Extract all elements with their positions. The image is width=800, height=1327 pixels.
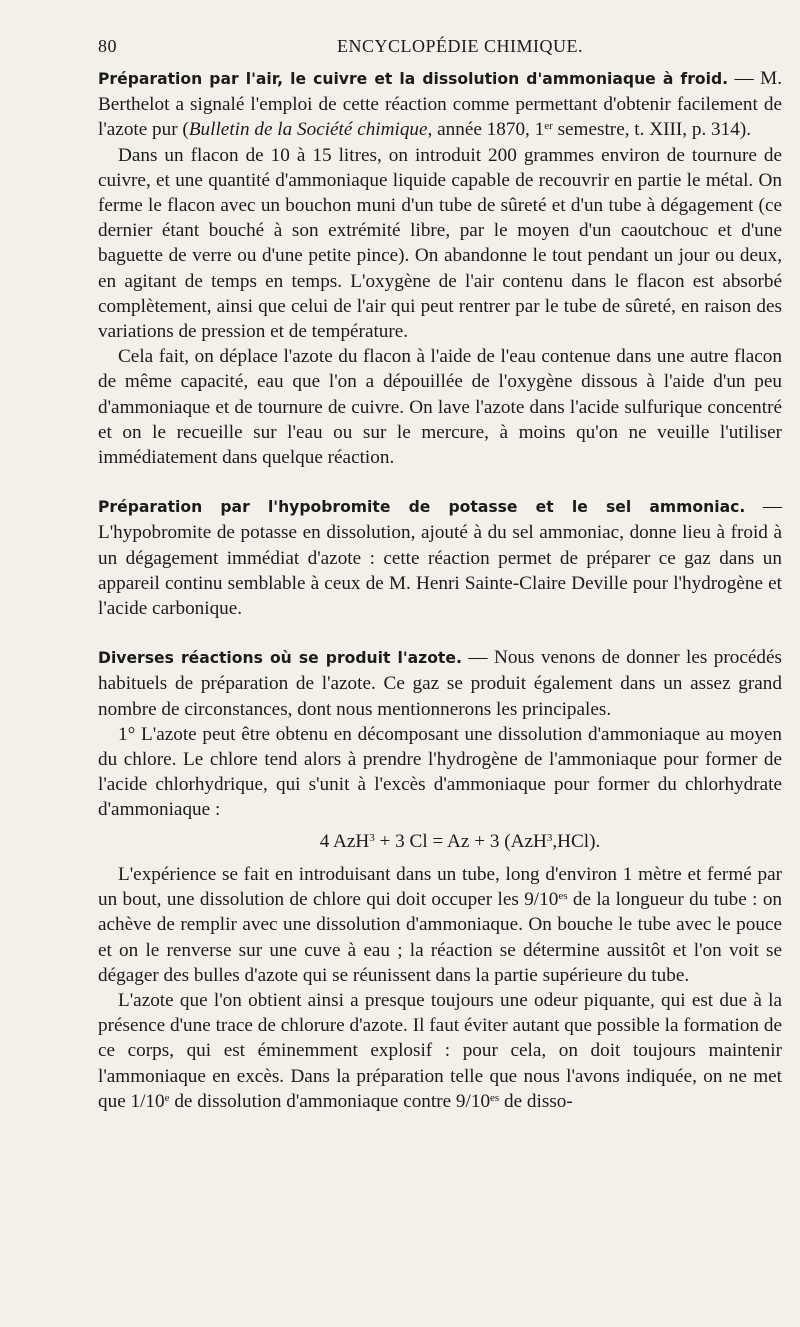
running-head <box>98 36 782 66</box>
equation-part: ,HCl). <box>552 830 601 852</box>
running-title: ENCYCLOPÉDIE CHIMIQUE. <box>337 36 583 56</box>
chemical-equation <box>98 829 782 854</box>
text-run: L'azote que l'on obtient ainsi a presque toujours une odeur piquante, qui est due à la présence d'une trace de chlorure d'azote. Il faut éviter autant que possible la formation de ce corps, qui est éminemment explosif : pour cela, on doit toujours maintenir l'ammoniaque en excès. Dans la préparation telle que nous l'avons indiquée, on ne met que 1/10 <box>98 989 782 1112</box>
text-run: L'expérience se fait en introduisant dans un tube, long d'environ 1 mètre et fermé par un bout, une dissolution de chlore qui doit occuper les 9/10 <box>98 863 782 911</box>
section-heading-air-cuivre: Préparation par l'air, le cuivre et la dissolution d'ammoniaque à froid. <box>98 70 729 88</box>
section-heading-diverses: Diverses réactions où se produit l'azote. <box>98 649 462 668</box>
paragraph-item-1: 1° L'azote peut être obtenu en décomposant une dissolution d'ammoniaque au moyen du chlore. Le chlore tend alors à prendre l'hydrogène de l'ammoniaque pour former de l'acide chlorhydrique, qui s'unit à l'excès d'ammoniaque pour former du chlorhydrate d'ammoniaque : <box>98 723 782 821</box>
section-diverses-reactions <box>98 645 782 722</box>
section-berthelot-intro <box>98 66 782 143</box>
text-run: — L'hypobromite de potasse en dissolution, ajouté à du sel ammoniac, donne lieu à froid à un dégagement immédiat d'azote : cette réaction permet de préparer ce gaz dans un appareil continu semblable à ceux de M. Henri Sainte-Claire Deville pour l'hydrogène et l'acide carbonique. <box>98 496 783 620</box>
bulletin-reference: Bulletin de la Société chimique <box>188 119 428 141</box>
text-run: de la longueur du tube : on achève de remplir avec une dissolution d'ammoniaque. On bouche le tube avec le pouce et on le renverse sur une cuve à eau ; la réaction se détermine aussitôt et l'on voit se dégager des bulles d'azote qui se réunissent dans la partie supérieure du tube. <box>98 889 783 986</box>
paragraph-flacon: Dans un flacon de 10 à 15 litres, on introduit 200 grammes environ de tournure de cuivre, et une quantité d'ammoniaque liquide capable de recouvrir en partie le métal. On ferme le flacon avec un bouchon muni d'un tube de sûreté et d'un tube à dégagement (ce dernier étant bouché à son extrémité libre, par le moyen d'un caoutchouc et d'une baguette de verre ou d'une petite pince). On abandonne le tout pendant un jour ou deux, en agitant de temps en temps. L'oxygène de l'air contenu dans le flacon est absorbé complètement, ainsi que celui de l'air qui peut rentrer par le tube de sûreté, en raison des variations de pression et de température. <box>98 144 782 343</box>
text-run: de dissolution d'ammoniaque contre 9/10 <box>169 1090 491 1112</box>
superscript: 3 <box>369 831 375 844</box>
body-text <box>98 66 782 1114</box>
paragraph-odeur <box>98 988 782 1114</box>
text-run: — M. Berthelot a signalé l'emploi de cette réaction comme permettant d'obtenir facilement de l'azote pur ( <box>98 68 782 141</box>
text-run: — Nous venons de donner les procédés habituels de préparation de l'azote. Ce gaz se produit également dans un assez grand nombre de circonstances, dont nous mentionnerons les principales. <box>98 647 782 720</box>
page-number: 80 <box>98 36 117 56</box>
equation-part: + 3 Cl = Az + 3 (AzH <box>374 830 547 852</box>
section-heading-hypobromite: Préparation par l'hypobromite de potasse et le sel ammoniac. <box>98 498 746 517</box>
superscript: es <box>558 890 568 903</box>
superscript: er <box>544 120 553 133</box>
paragraph-deplacement: Cela fait, on déplace l'azote du flacon à l'aide de l'eau contenue dans une autre flacon de même capacité, eau que l'on a dépouillée de l'oxygène dissous à l'aide d'un peu d'ammoniaque et de tournure de cuivre. On lave l'azote dans l'acide sulfurique concentré et on le recueille sur l'eau ou sur le mercure, à moins qu'on ne veuille l'utiliser immédiatement dans quelque réaction. <box>98 346 782 469</box>
text-run: , année 1870, 1 <box>427 119 545 141</box>
section-hypobromite <box>98 494 782 621</box>
equation-part: 4 AzH <box>319 830 370 852</box>
superscript: 3 <box>546 831 553 844</box>
superscript: e <box>164 1091 170 1104</box>
paragraph-experience <box>98 862 782 988</box>
superscript: es <box>490 1091 500 1104</box>
text-run: semestre, t. XIII, p. 314). <box>552 119 751 141</box>
text-run: de disso- <box>499 1090 573 1112</box>
